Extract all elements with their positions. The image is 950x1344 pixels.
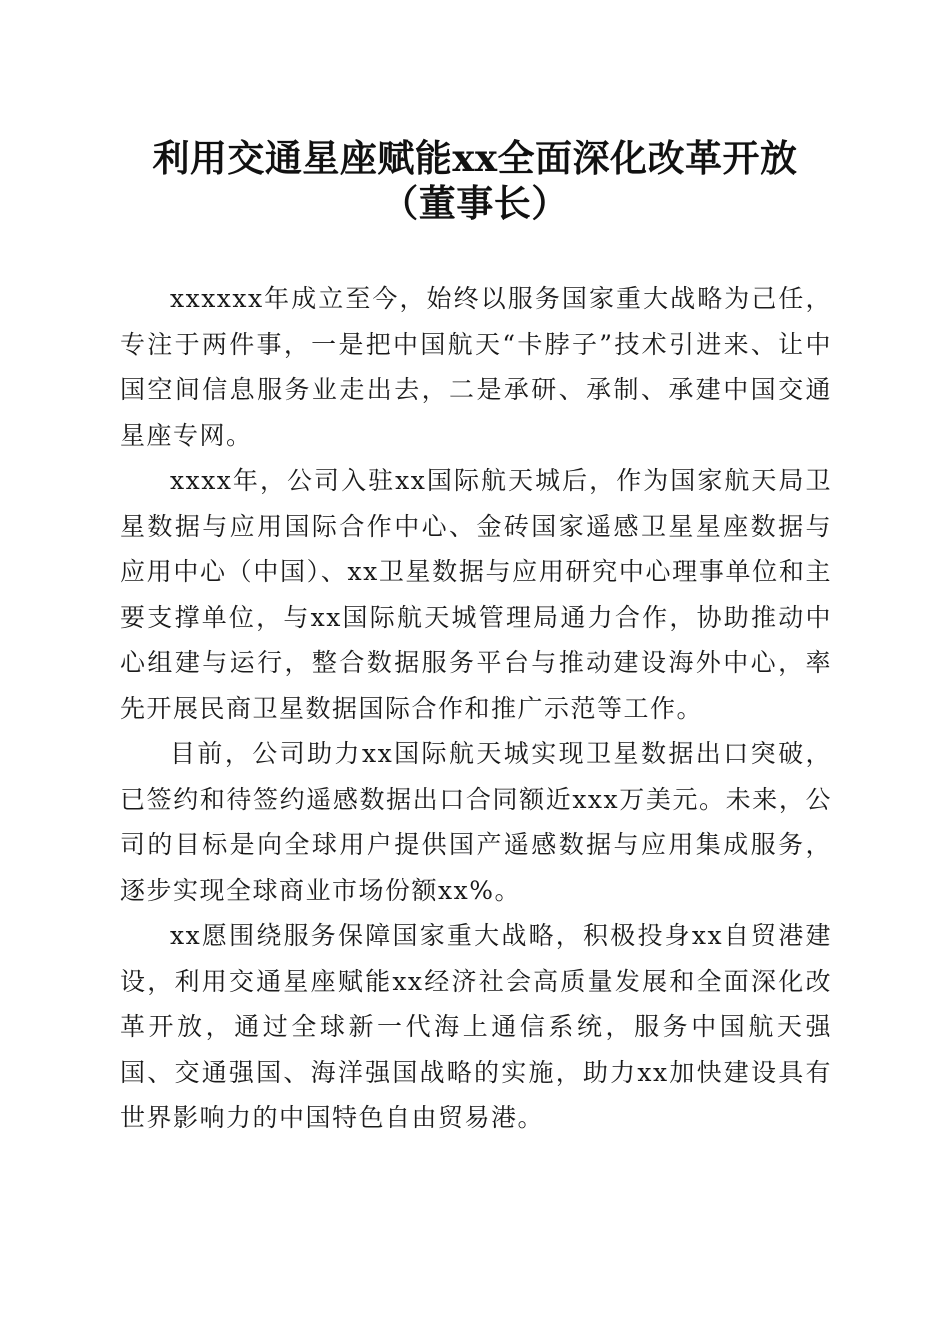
paragraph-2: xxxx年，公司入驻xx国际航天城后，作为国家航天局卫星数据与应用国际合作中心、金砖国家遥感卫星星座数据与应用中心（中国）、xx卫星数据与应用研究中心理事单位和主要支撑单位，与xx国际航天城管理局通力合作，协助推动中心组建与运行，整合数据服务平台与推动建设海外中心，率先开展民商卫星数据国际合作和推广示范等工作。	[120, 466, 832, 723]
paragraph-1: xxxxxx年成立至今，始终以服务国家重大战略为己任，专注于两件事，一是把中国航天“卡脖子”技术引进来、让中国空间信息服务业走出去，二是承研、承制、承建中国交通星座专网。	[120, 284, 832, 450]
document-body	[120, 276, 832, 1141]
paragraph-4: xx愿围绕服务保障国家重大战略，积极投身xx自贸港建设，利用交通星座赋能xx经济社会高质量发展和全面深化改革开放，通过全球新一代海上通信系统，服务中国航天强国、交通强国、海洋强国战略的实施，助力xx加快建设具有世界影响力的中国特色自由贸易港。	[120, 921, 832, 1132]
paragraph-3: 目前，公司助力xx国际航天城实现卫星数据出口突破，已签约和待签约遥感数据出口合同额近xxx万美元。未来，公司的目标是向全球用户提供国产遥感数据与应用集成服务，逐步实现全球商业市场份额xx%。	[120, 739, 832, 905]
document-title: 利用交通星座赋能xx全面深化改革开放（董事长）	[152, 136, 798, 225]
